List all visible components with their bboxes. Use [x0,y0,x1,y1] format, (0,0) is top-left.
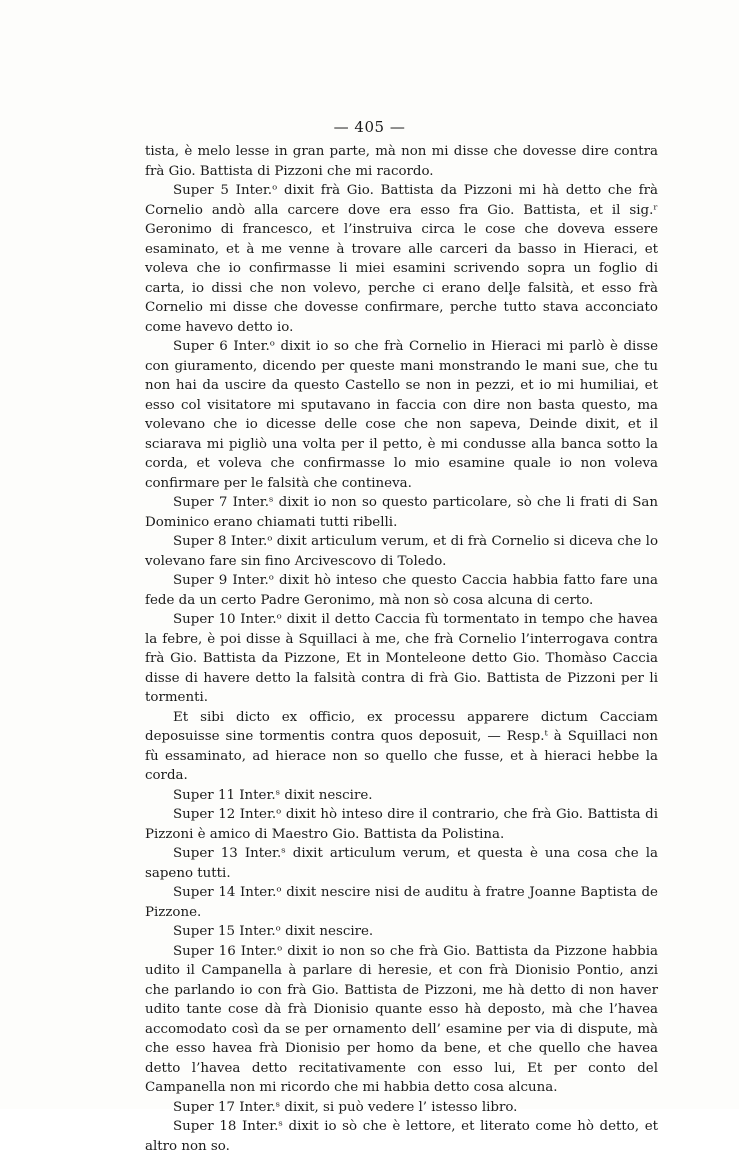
paragraph: Super 16 Inter.ᵒ dixit io non so che frà Gio. Battista da Pizzone habbia udito il Campanella à parlare di heresie, et con frà Dionisio Pontio, anzi che parlando io con frà Gio. Battista de Pizzoni, me hà detto di non haver udito tante cose dà frà Dionisio quante esso hà deposto, mà che l’havea accomodato così da se per ornamento dell’ esamine per via di dispute, mà che esso havea frà Dionisio per homo da bene, et che quello che havea detto l’havea detto recitativamente con esso lui, Et per conto del Campanella non mi ricordo che mi habbia detto cosa alcuna. [145,943,658,1095]
paragraph: Super 12 Inter.ᵒ dixit hò inteso dire il contrario, che frà Gio. Battista di Pizzoni è amico di Maestro Gio. Battista da Polistina. [145,807,658,842]
paragraph: tista, è melo lesse in gran parte, mà non mi disse che dovesse dire contra frà Gio. Battista di Pizzoni che mi racordo. [145,144,658,179]
paragraph: Super 7 Inter.ˢ dixit io non so questo particolare, sò che li frati di San Dominico erano chiamati tutti ribelli. [145,495,658,530]
paragraph: Et sibi dicto ex officio, ex processu apparere dictum Cacciam deposuisse sine tormentis contra quos deposuit, — Resp.ᵗ à Squillaci non fù essaminato, ad hierace non so quello che fusse, et à hieraci hebbe la corda. [145,709,658,783]
paragraph: Super 6 Inter.ᵒ dixit io so che frà Cornelio in Hieraci mi parlò è disse con giuramento, dicendo per queste mani monstrando le mani sue, che tu non hai da uscire da questo Castello se non in pezzi, et io mi humiliai, et esso col visitatore mi sputavano in faccia con dire non basta questo, ma volevano che io dicesse delle cose che non sapeva, Deinde dixit, et il sciarava mi pigliò una volta per il petto, è mi condusse alla banca sotto la corda, et voleva che confirmasse lo mio esamine quale io non voleva confirmare per le falsità che contineva. [145,339,658,491]
paragraph: Super 17 Inter.ˢ dixit, si può vedere l’ istesso libro. [173,1099,518,1115]
paragraph: Super 5 Inter.ᵒ dixit frà Gio. Battista da Pizzoni mi hà detto che frà Cornelio andò alla carcere dove era esso fra Gio. Battista, et il sig.ʳ Geronimo di francesco, et l’instruiva circa le cose che doveva essere esaminato, et à me venne à trovare alle carceri da basso in Hieraci, et voleva che io confirmasse li miei esamini scrivendo sopra un foglio di carta, io dissi che non volevo, perche ci erano dell̥e falsità, et esso frà Cornelio mi disse che dovesse confirmare, perche tutto stava acconciato come havevo detto io. [145,183,658,335]
paragraph: Super 15 Inter.ᵒ dixit nescire. [173,924,374,939]
paragraph: Super 18 Inter.ˢ dixit io sò che è lettore, et literato come hò detto, et altro non so. [145,1119,658,1154]
body-text [145,142,658,1156]
page-number: — 405 — [333,118,406,136]
paragraph: Super 13 Inter.ˢ dixit articulum verum, et questa è una cosa che la sapeno tutti. [145,846,658,881]
paragraph: Super 8 Inter.ᵒ dixit articulum verum, et di frà Cornelio si diceva che lo volevano fare sin fino Arcivescovo di Toledo. [145,534,658,569]
paragraph: Super 10 Inter.ᵒ dixit il detto Caccia fù tormentato in tempo che havea la febre, è poi disse à Squillaci à me, che frà Cornelio l’interrogava contra frà Gio. Battista da Pizzone, Et in Monteleone detto Gio. Thomàso Caccia disse di havere detto la falsità contra di frà Gio. Battista de Pizzoni per li tormenti. [145,612,658,705]
paragraph: Super 9 Inter.ᵒ dixit hò inteso che questo Caccia habbia fatto fare una fede da un certo Padre Geronimo, mà non sò cosa alcuna di certo. [145,573,658,608]
paragraph: Super 14 Inter.ᵒ dixit nescire nisi de auditu à fratre Joanne Baptista de Pizzone. [145,885,658,920]
paragraph: Super 11 Inter.ˢ dixit nescire. [173,787,373,803]
